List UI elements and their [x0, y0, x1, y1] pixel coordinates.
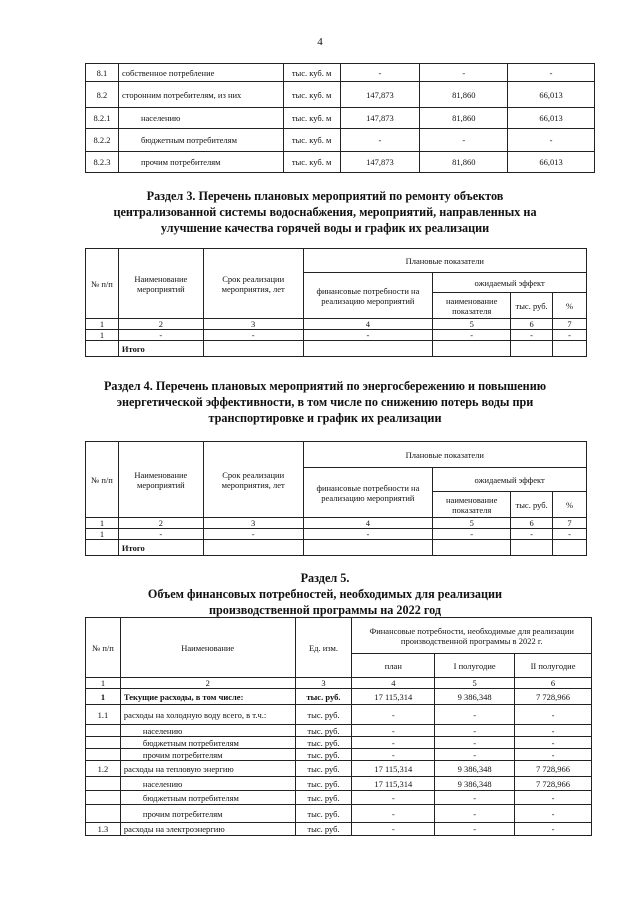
- col-num-header: № п/п: [86, 618, 121, 678]
- column-number: 5: [433, 518, 511, 529]
- column-number: 6: [515, 678, 592, 689]
- value-cell: -: [508, 129, 595, 152]
- table-row: [86, 823, 592, 836]
- rub-header: тыс. руб.: [511, 293, 553, 319]
- effect-header: ожидаемый эффект: [433, 468, 587, 492]
- row-name: бюджетным потребителям: [118, 129, 283, 152]
- column-number: 6: [511, 319, 553, 330]
- section5-table: [85, 617, 592, 836]
- row-name: расходы на тепловую энергию: [120, 761, 295, 777]
- table-row: [86, 330, 587, 341]
- row-unit: тыс. руб.: [295, 725, 352, 737]
- volume-table: [85, 63, 595, 173]
- row-unit: тыс. руб.: [295, 689, 352, 705]
- row-name: бюджетным потребителям: [120, 791, 295, 805]
- column-number: 2: [118, 518, 203, 529]
- row-unit: тыс. руб.: [295, 749, 352, 761]
- column-numbers-row: [86, 518, 587, 529]
- table-row: [86, 529, 587, 540]
- section3-table: [85, 248, 587, 357]
- column-number: 3: [203, 319, 303, 330]
- effect-header: ожидаемый эффект: [433, 273, 587, 293]
- plan-value: -: [352, 749, 435, 761]
- page-number: 4: [317, 36, 323, 48]
- cell: -: [303, 529, 433, 540]
- plan-value: 17 115,314: [352, 761, 435, 777]
- cell: -: [511, 529, 553, 540]
- cell: -: [511, 330, 553, 341]
- table-row: [86, 777, 592, 791]
- row-name: Текущие расходы, в том числе:: [120, 689, 295, 705]
- value-cell: 66,013: [508, 82, 595, 108]
- row-number: [86, 725, 121, 737]
- table-row: [86, 129, 595, 152]
- value-cell: -: [420, 64, 508, 82]
- row-name: прочим потребителям: [120, 805, 295, 823]
- row-name: прочим потребителям: [118, 152, 283, 173]
- cell: -: [553, 330, 587, 341]
- col-term-header: Срок реализации мероприятия, лет: [203, 249, 303, 319]
- plan-value: -: [352, 823, 435, 836]
- plan-value: -: [352, 705, 435, 725]
- half2-value: -: [515, 805, 592, 823]
- table-row: [86, 64, 595, 82]
- table-row: [86, 689, 592, 705]
- plan-value: -: [352, 737, 435, 749]
- table-row: [86, 82, 595, 108]
- column-number: 4: [303, 518, 433, 529]
- cell: -: [118, 330, 203, 341]
- row-name: населению: [118, 108, 283, 129]
- half1-value: -: [435, 705, 515, 725]
- row-unit: тыс. куб. м: [283, 108, 340, 129]
- row-number: [86, 749, 121, 761]
- value-cell: 66,013: [508, 152, 595, 173]
- row-number: 8.2.1: [86, 108, 119, 129]
- table-row: [86, 791, 592, 805]
- table-row: [86, 152, 595, 173]
- row-unit: тыс. куб. м: [283, 82, 340, 108]
- half2-value: -: [515, 737, 592, 749]
- row-number: [86, 777, 121, 791]
- plan-value: 17 115,314: [352, 689, 435, 705]
- row-number: 1.3: [86, 823, 121, 836]
- half1-value: -: [435, 737, 515, 749]
- value-cell: 66,013: [508, 108, 595, 129]
- section4-table: [85, 441, 587, 556]
- column-number: 3: [203, 518, 303, 529]
- half2-value: -: [515, 705, 592, 725]
- column-number: 1: [86, 518, 119, 529]
- row-unit: тыс. руб.: [295, 761, 352, 777]
- cell: -: [433, 330, 511, 341]
- pct-header: %: [553, 293, 587, 319]
- half1-value: -: [435, 725, 515, 737]
- row-number: 8.1: [86, 64, 119, 82]
- row-name: сторонним потребителям, из них: [118, 82, 283, 108]
- indicators-header: Плановые показатели: [303, 442, 586, 468]
- row-name: расходы на электроэнергию: [120, 823, 295, 836]
- half2-value: -: [515, 823, 592, 836]
- plan-value: -: [352, 725, 435, 737]
- value-cell: -: [508, 64, 595, 82]
- col-name-header: Наименование мероприятий: [118, 249, 203, 319]
- value-cell: -: [340, 129, 420, 152]
- row-unit: тыс. руб.: [295, 777, 352, 791]
- cell: 1: [86, 529, 119, 540]
- table-row: [86, 705, 592, 725]
- plan-value: 17 115,314: [352, 777, 435, 791]
- row-unit: тыс. куб. м: [283, 129, 340, 152]
- half2-header: II полугодие: [515, 654, 592, 678]
- row-name: населению: [120, 725, 295, 737]
- value-cell: -: [420, 129, 508, 152]
- col-num-header: № п/п: [86, 249, 119, 319]
- section4-title: Раздел 4. Перечень плановых мероприятий по энергосбережению и повышению энергетической эффективности, в том числе по снижению потерь воды при транспортировке и график их реализации: [103, 379, 547, 425]
- col-name-header: Наименование: [120, 618, 295, 678]
- half2-value: 7 728,966: [515, 689, 592, 705]
- row-number: 1: [86, 689, 121, 705]
- cell: -: [203, 529, 303, 540]
- table-row: [86, 725, 592, 737]
- table-row: [86, 761, 592, 777]
- half1-value: 9 386,348: [435, 761, 515, 777]
- half1-value: -: [435, 791, 515, 805]
- pct-header: %: [553, 492, 587, 518]
- half1-header: I полугодие: [435, 654, 515, 678]
- plan-value: -: [352, 791, 435, 805]
- table-row: [86, 108, 595, 129]
- row-unit: тыс. руб.: [295, 805, 352, 823]
- row-number: [86, 791, 121, 805]
- finance-header: финансовые потребности на реализацию мероприятий: [303, 468, 433, 518]
- total-row: [86, 540, 587, 556]
- cell: 1: [86, 330, 119, 341]
- half2-value: 7 728,966: [515, 761, 592, 777]
- row-number: 8.2: [86, 82, 119, 108]
- row-number: 8.2.3: [86, 152, 119, 173]
- column-number: 1: [86, 319, 119, 330]
- half2-value: -: [515, 791, 592, 805]
- value-cell: 81,860: [420, 82, 508, 108]
- row-number: [86, 805, 121, 823]
- row-number: 1.1: [86, 705, 121, 725]
- plan-value: -: [352, 805, 435, 823]
- table-row: [86, 737, 592, 749]
- row-name: собственное потребление: [118, 64, 283, 82]
- cell: -: [553, 529, 587, 540]
- row-unit: тыс. куб. м: [283, 64, 340, 82]
- value-cell: 81,860: [420, 152, 508, 173]
- section3-title: Раздел 3. Перечень плановых мероприятий по ремонту объектов централизованной системы водоснабжения, мероприятий, направленных на улучшение качества горячей воды и график их реализации: [113, 189, 537, 235]
- value-cell: -: [340, 64, 420, 82]
- column-number: 2: [118, 319, 203, 330]
- col-term-header: Срок реализации мероприятия, лет: [203, 442, 303, 518]
- finance-header: финансовые потребности на реализацию мероприятий: [303, 273, 433, 319]
- half1-value: 9 386,348: [435, 777, 515, 791]
- cell: -: [303, 330, 433, 341]
- column-number: 2: [120, 678, 295, 689]
- cell: -: [118, 529, 203, 540]
- value-cell: 147,873: [340, 152, 420, 173]
- column-numbers-row: [86, 678, 592, 689]
- plan-header: план: [352, 654, 435, 678]
- row-number: [86, 737, 121, 749]
- column-number: 5: [435, 678, 515, 689]
- row-name: прочим потребителям: [120, 749, 295, 761]
- effect-name-header: наименование показателя: [433, 492, 511, 518]
- row-unit: тыс. руб.: [295, 737, 352, 749]
- value-cell: 147,873: [340, 108, 420, 129]
- row-name: расходы на холодную воду всего, в т.ч.:: [120, 705, 295, 725]
- cell: -: [203, 330, 303, 341]
- column-numbers-row: [86, 319, 587, 330]
- column-number: 7: [553, 518, 587, 529]
- financial-needs-header: Финансовые потребности, необходимые для реализации производственной программы в 2022 г.: [352, 618, 592, 654]
- half1-value: -: [435, 805, 515, 823]
- value-cell: 147,873: [340, 82, 420, 108]
- value-cell: 81,860: [420, 108, 508, 129]
- section5-title: Раздел 5. Объем финансовых потребностей, необходимых для реализации производственной программы на 2022 год: [147, 571, 503, 617]
- column-number: 6: [511, 518, 553, 529]
- column-number: 7: [553, 319, 587, 330]
- row-unit: тыс. руб.: [295, 705, 352, 725]
- row-number: 1.2: [86, 761, 121, 777]
- column-number: 3: [295, 678, 352, 689]
- half2-value: -: [515, 725, 592, 737]
- indicators-header: Плановые показатели: [303, 249, 586, 273]
- half2-value: -: [515, 749, 592, 761]
- table-row: [86, 749, 592, 761]
- row-unit: тыс. руб.: [295, 791, 352, 805]
- col-unit-header: Ед. изм.: [295, 618, 352, 678]
- column-number: 4: [303, 319, 433, 330]
- table-row: [86, 805, 592, 823]
- col-num-header: № п/п: [86, 442, 119, 518]
- col-name-header: Наименование мероприятий: [118, 442, 203, 518]
- half1-value: -: [435, 749, 515, 761]
- row-name: населению: [120, 777, 295, 791]
- half1-value: -: [435, 823, 515, 836]
- total-row: [86, 341, 587, 357]
- half1-value: 9 386,348: [435, 689, 515, 705]
- row-unit: тыс. руб.: [295, 823, 352, 836]
- rub-header: тыс. руб.: [511, 492, 553, 518]
- column-number: 4: [352, 678, 435, 689]
- total-label: Итого: [118, 540, 203, 556]
- half2-value: 7 728,966: [515, 777, 592, 791]
- row-unit: тыс. куб. м: [283, 152, 340, 173]
- cell: -: [433, 529, 511, 540]
- row-name: бюджетным потребителям: [120, 737, 295, 749]
- total-label: Итого: [118, 341, 203, 357]
- effect-name-header: наименование показателя: [433, 293, 511, 319]
- column-number: 1: [86, 678, 121, 689]
- column-number: 5: [433, 319, 511, 330]
- row-number: 8.2.2: [86, 129, 119, 152]
